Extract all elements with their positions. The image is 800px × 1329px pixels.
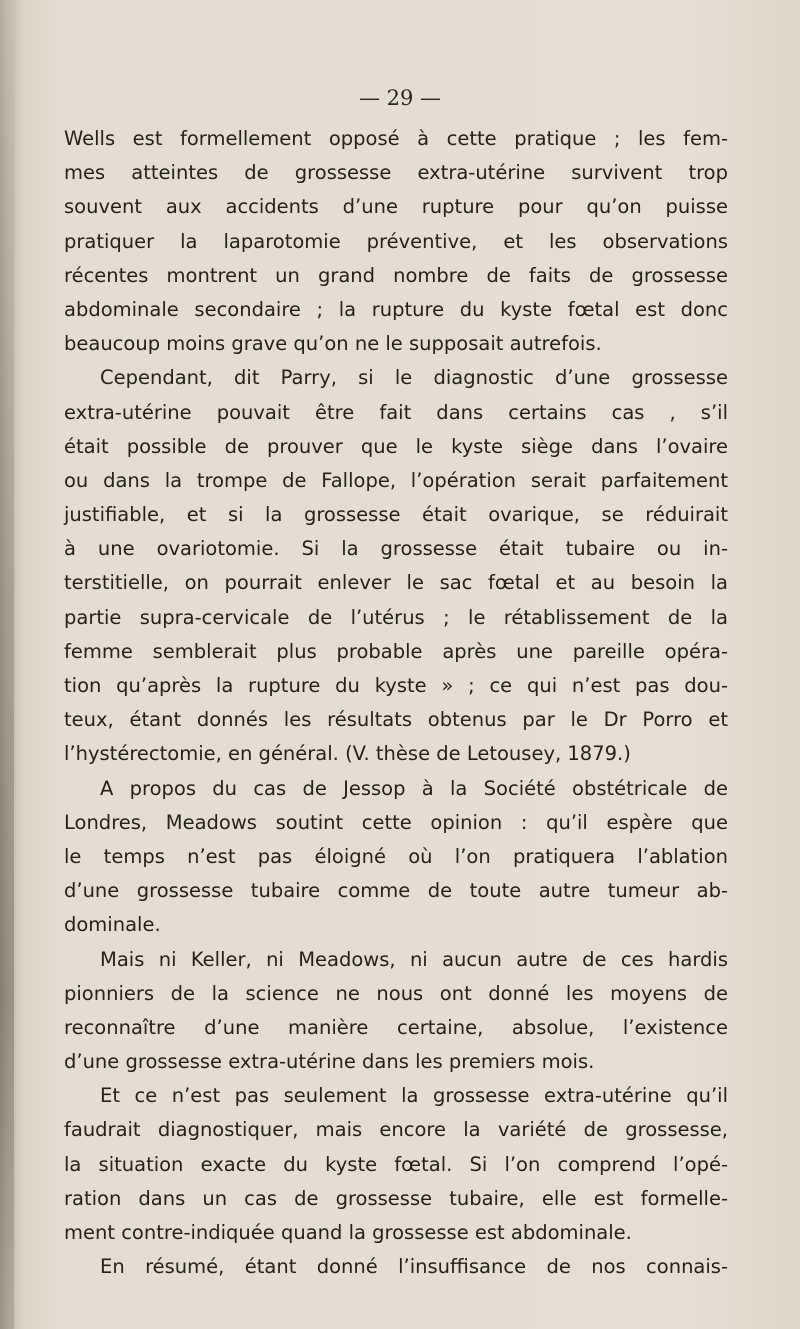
- text-line: Wells est formellement opposé à cette pratique ; les fem-: [64, 127, 728, 150]
- text-line: abdominale secondaire ; la rupture du kyste fœtal est donc: [64, 297, 728, 321]
- text-line: à une ovariotomie. Si la grossesse était tubaire ou in-: [64, 537, 728, 561]
- text-line: teux, étant donnés les résultats obtenus par le Dr Porro et: [64, 708, 728, 732]
- text-line: justifiable, et si la grossesse était ovarique, se réduirait: [64, 503, 728, 527]
- text-line: mes atteintes de grossesse extra-utérine survivent trop: [64, 161, 728, 185]
- text-line: terstitielle, on pourrait enlever le sac fœtal et au besoin la: [64, 571, 728, 595]
- text-line: ou dans la trompe de Fallope, l’opération serait parfaitement: [64, 468, 728, 492]
- text-line: reconnaître d’une manière certaine, absolue, l’existence: [64, 1015, 728, 1039]
- text-line: la situation exacte du kyste fœtal. Si l’on comprend l’opé-: [64, 1152, 728, 1176]
- text-line: pratiquer la laparotomie préventive, et les observations: [64, 229, 728, 253]
- text-line: Mais ni Keller, ni Meadows, ni aucun autre de ces hardis: [100, 947, 728, 971]
- text-line: Et ce n’est pas seulement la grossesse extra-utérine qu’il: [100, 1084, 728, 1108]
- text-line: pionniers de la science ne nous ont donné les moyens de: [64, 981, 728, 1005]
- text-line: ration dans un cas de grossesse tubaire, elle est formelle-: [64, 1186, 728, 1210]
- text-line: Londres, Meadows soutint cette opinion : qu’il espère que: [64, 810, 728, 834]
- text-line: ment contre-indiquée quand la grossesse est abdominale.: [64, 1221, 632, 1244]
- text-line: souvent aux accidents d’une rupture pour qu’on puisse: [64, 195, 728, 219]
- text-line: était possible de prouver que le kyste siège dans l’ovaire: [64, 434, 728, 458]
- text-line: femme semblerait plus probable après une pareille opéra-: [64, 639, 728, 663]
- text-line: Cependant, dit Parry, si le diagnostic d’une grossesse: [100, 366, 728, 390]
- text-line: faudrait diagnostiquer, mais encore la variété de grossesse,: [64, 1118, 728, 1142]
- page-binding-edge: [0, 0, 14, 1329]
- text-line: d’une grossesse extra-utérine dans les premiers mois.: [64, 1050, 595, 1074]
- body-text: [64, 122, 728, 1284]
- text-line: extra-utérine pouvait être fait dans certains cas , s’il: [64, 400, 728, 424]
- text-line: En résumé, étant donné l’insuffisance de nos connais-: [100, 1255, 728, 1279]
- text-line: l’hystérectomie, en général. (V. thèse de Letousey, 1879.): [64, 742, 631, 766]
- text-line: partie supra-cervicale de l’utérus ; le rétablissement de la: [64, 605, 728, 629]
- text-line: A propos du cas de Jessop à la Société obstétricale de: [100, 776, 728, 800]
- text-line: tion qu’après la rupture du kyste » ; ce qui n’est pas dou-: [64, 674, 728, 697]
- text-line: beaucoup moins grave qu’on ne le supposait autrefois.: [64, 332, 602, 356]
- page-number: — 29 —: [358, 86, 442, 110]
- text-line: récentes montrent un grand nombre de faits de grossesse: [64, 263, 728, 287]
- text-line: dominale.: [64, 913, 161, 937]
- text-line: d’une grossesse tubaire comme de toute autre tumeur ab-: [64, 879, 728, 903]
- text-line: le temps n’est pas éloigné où l’on pratiquera l’ablation: [64, 844, 728, 868]
